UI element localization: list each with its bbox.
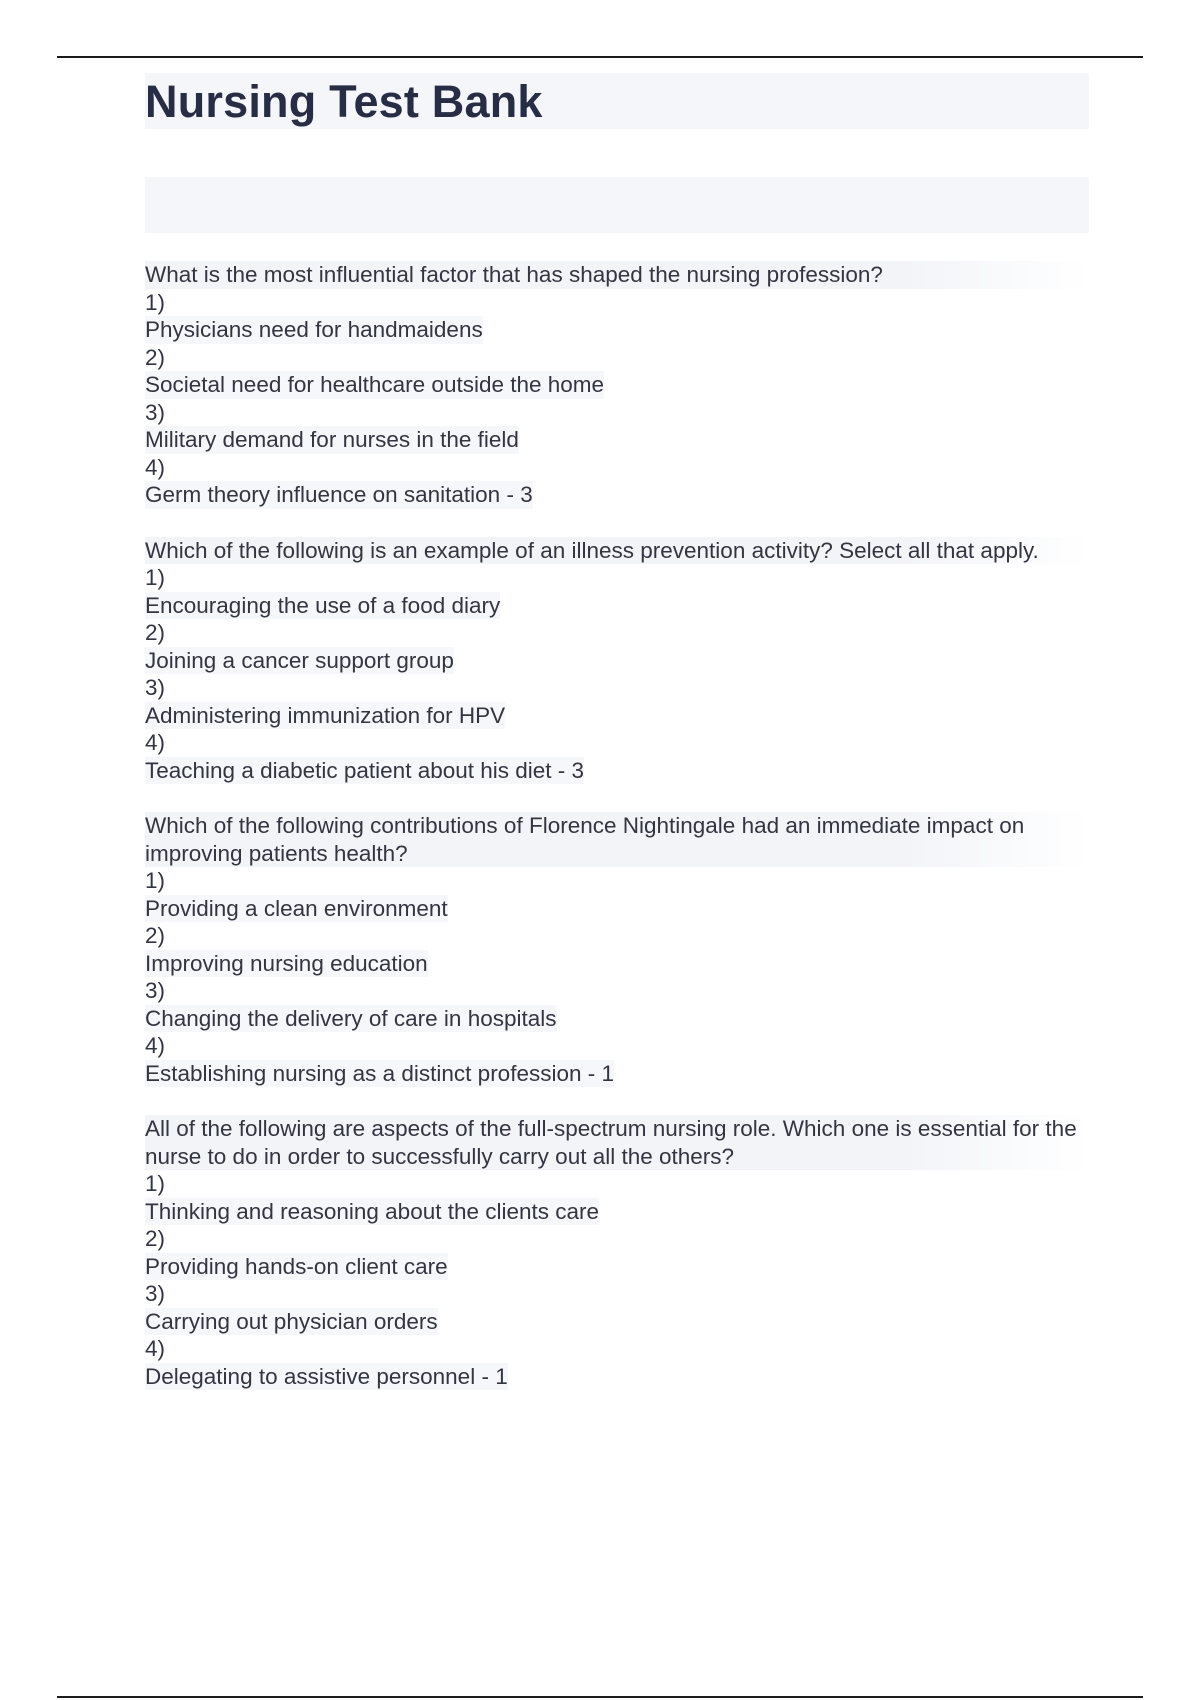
option-text: Providing hands-on client care [145,1253,448,1279]
option-text: Encouraging the use of a food diary [145,592,501,618]
top-rule [57,56,1143,58]
question-1 [145,261,1089,509]
option-number: 2) [145,923,166,948]
question-text: What is the most influential factor that has shaped the nursing profession? [145,261,1089,289]
option-number: 4) [145,1033,166,1058]
page-title: Nursing Test Bank [145,75,543,127]
option-number: 1) [145,565,166,590]
question-list [145,261,1089,1390]
option-number: 4) [145,1336,166,1361]
question-3 [145,812,1089,1087]
option-text: Physicians need for handmaidens [145,317,483,342]
question-4 [145,1115,1089,1390]
option-text: Societal need for healthcare outside the home [145,372,605,397]
blank-banner [145,177,1089,233]
document-body [145,73,1089,1418]
option-text: Changing the delivery of care in hospitals [145,1005,557,1031]
title-banner [145,73,1089,129]
bottom-rule [57,1696,1143,1698]
option-text: Improving nursing education [145,950,428,976]
option-text-with-answer: Delegating to assistive personnel - 1 [145,1363,508,1389]
option-text-with-answer: Germ theory influence on sanitation - 3 [145,482,533,507]
option-text: Joining a cancer support group [145,647,454,673]
option-text: Carrying out physician orders [145,1308,438,1334]
option-number: 2) [145,620,166,645]
option-text: Administering immunization for HPV [145,702,506,728]
option-text-with-answer: Establishing nursing as a distinct profession - 1 [145,1060,614,1086]
option-number: 4) [145,730,166,755]
option-number: 1) [145,868,166,893]
option-number: 2) [145,344,166,370]
option-number: 3) [145,399,166,425]
option-number: 3) [145,675,166,700]
question-text: Which of the following is an example of an illness prevention activity? Select all that apply. [145,537,1089,565]
question-text: Which of the following contributions of Florence Nightingale had an immediate impact on improving patients health? [145,812,1089,867]
option-number: 1) [145,1171,166,1196]
option-number: 1) [145,289,166,315]
option-number: 3) [145,1281,166,1306]
question-2 [145,537,1089,785]
option-text-with-answer: Teaching a diabetic patient about his diet - 3 [145,757,585,783]
option-text: Thinking and reasoning about the clients care [145,1198,600,1224]
option-text: Military demand for nurses in the field [145,427,519,452]
option-number: 4) [145,454,166,480]
option-number: 3) [145,978,166,1003]
option-number: 2) [145,1226,166,1251]
question-text: All of the following are aspects of the full-spectrum nursing role. Which one is essential for the nurse to do in order to successfully carry out all the others? [145,1115,1089,1170]
option-text: Providing a clean environment [145,895,448,921]
